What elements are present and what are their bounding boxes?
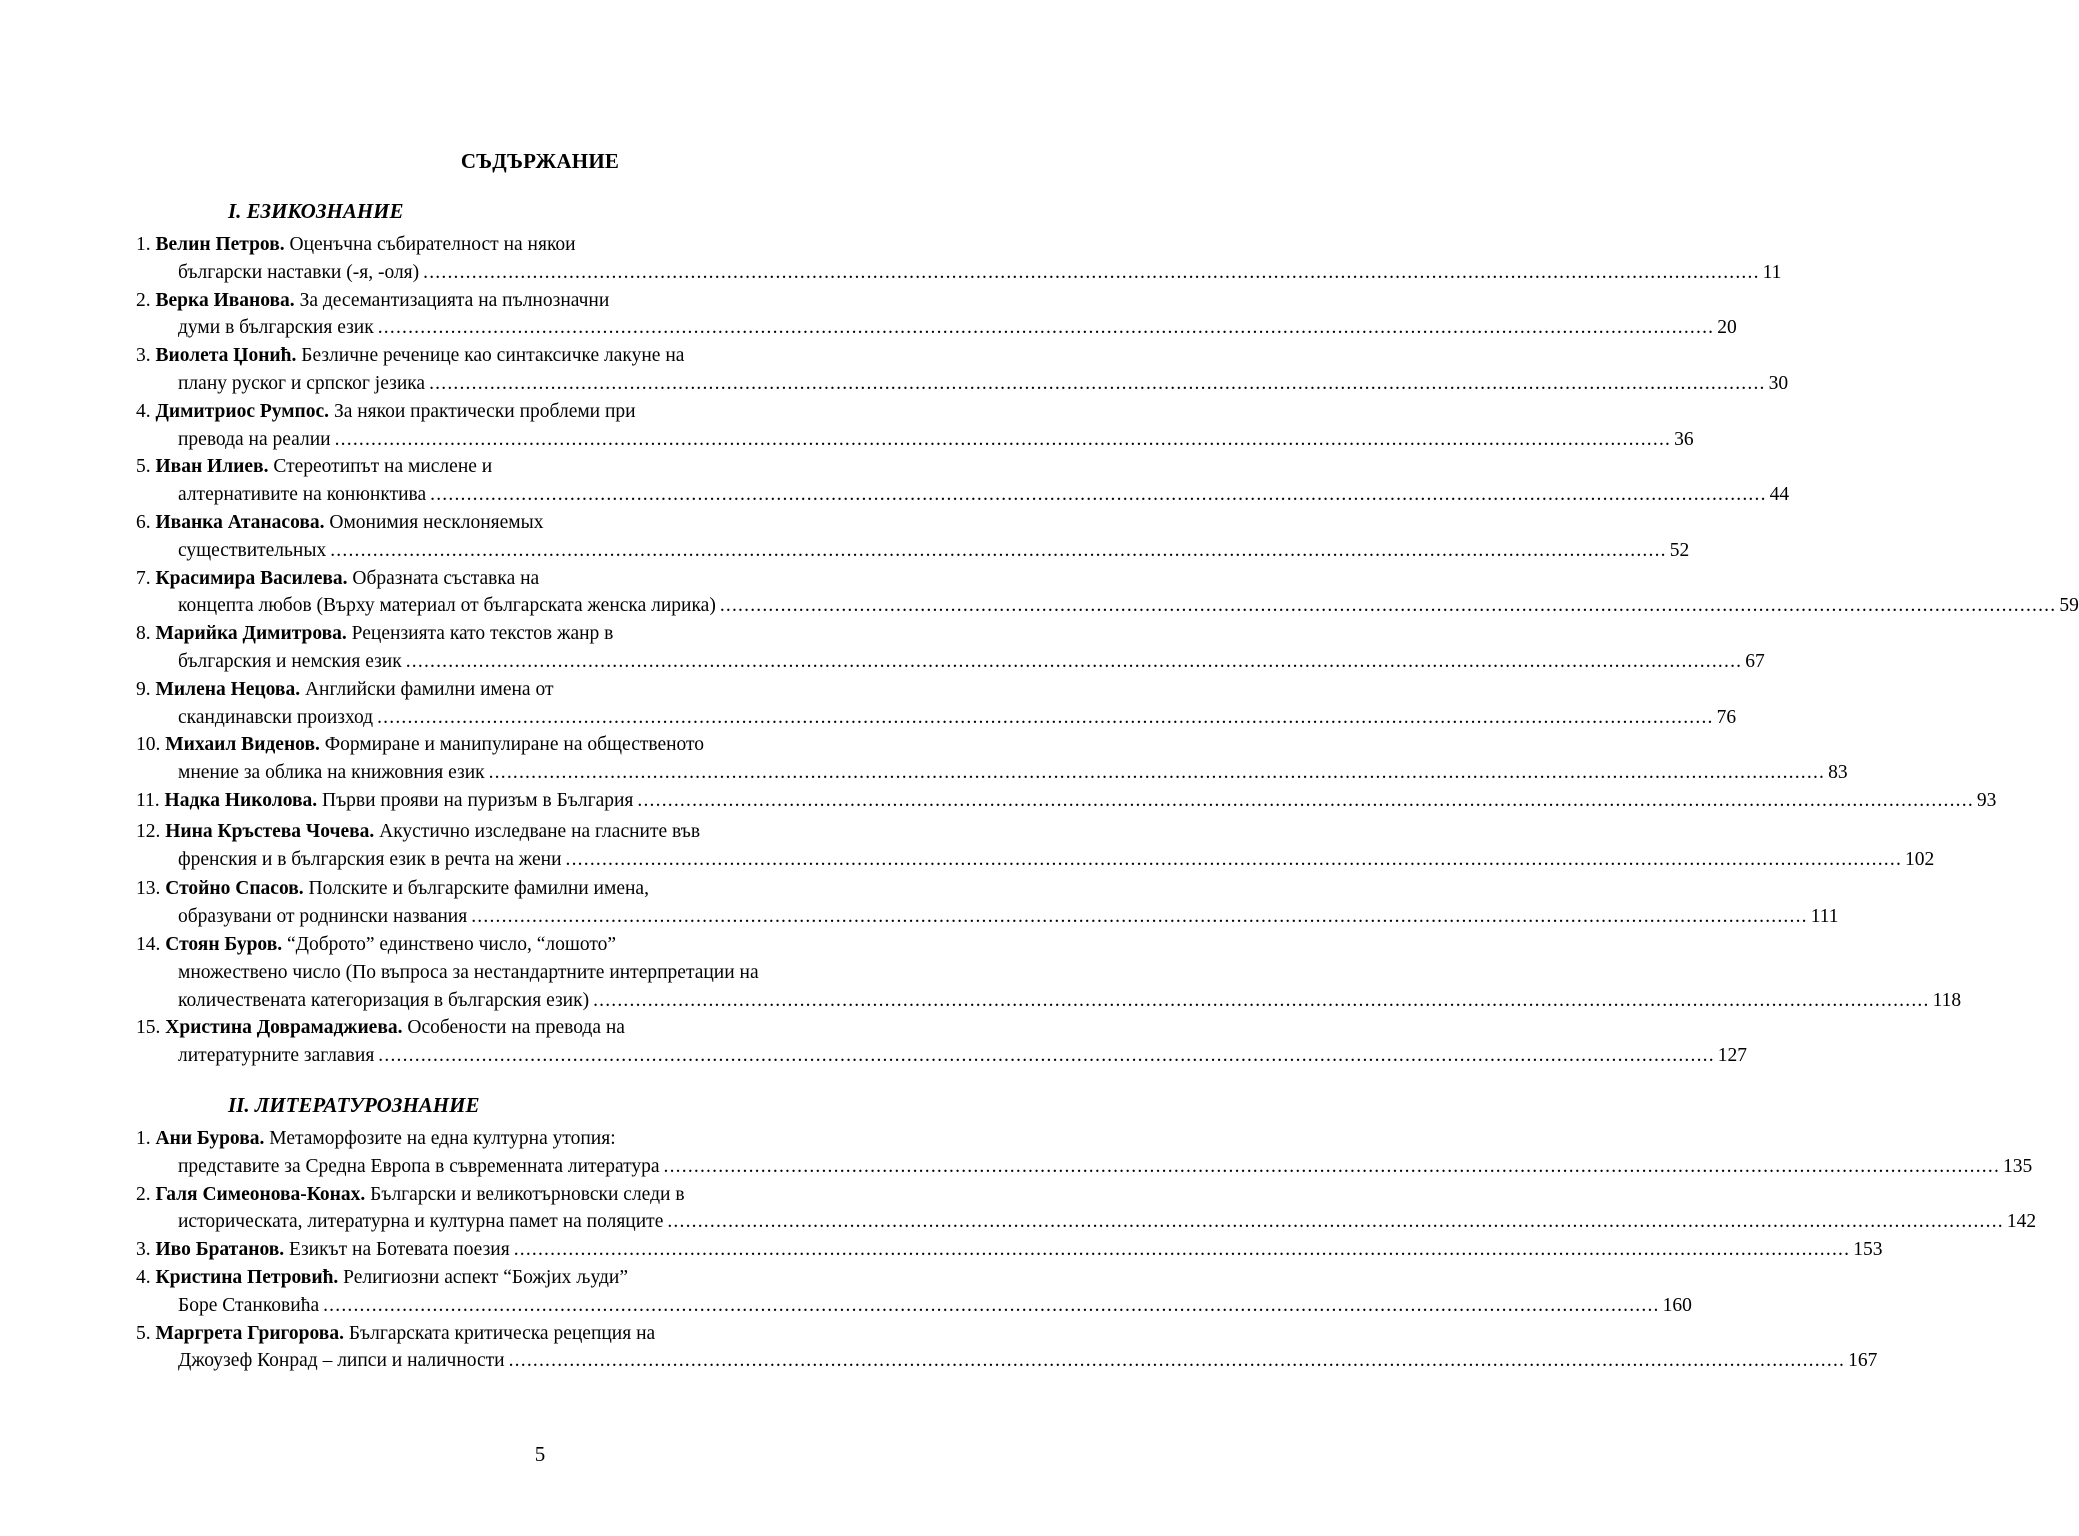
toc-entry-line (136, 509, 962, 537)
entry-number: 5. (136, 1322, 151, 1344)
leader-dots: ............................................................................................................................................................................................................................ (565, 848, 1903, 870)
entry-author: Милена Нецова. (155, 678, 301, 700)
entry-title: Джоузеф Конрад – липси и наличности (178, 1350, 505, 1372)
entry-title: Безличне реченице као синтаксичке лакуне на (301, 345, 685, 367)
leader-dots: ............................................................................................................................................................................................................................ (430, 484, 1767, 506)
toc-entry-line (136, 704, 1737, 732)
toc-entry-line (136, 1292, 1692, 1320)
toc-entry-line (136, 259, 1782, 287)
entry-number: 5. (136, 456, 151, 478)
toc-entry-line (136, 1320, 962, 1348)
leader-dots: ............................................................................................................................................................................................................................ (513, 1239, 1851, 1261)
entry-page-number: 153 (1853, 1239, 1883, 1261)
toc-list-literature (136, 1125, 2037, 1375)
entry-title: Особености на превода на (407, 1017, 625, 1039)
entry-number: 3. (136, 345, 151, 367)
entry-title: литературните заглавия (178, 1045, 375, 1067)
entry-title: “Доброто” единствено число, “лошото” (286, 933, 617, 955)
entry-author: Димитриос Румпос. (155, 400, 330, 422)
leader-dots: ............................................................................................................................................................................................................................ (667, 1211, 2004, 1233)
toc-entry-line (136, 1125, 962, 1153)
toc-entry-line (136, 875, 962, 903)
toc-entry (136, 453, 1790, 509)
entry-title: думи в българския език (178, 317, 374, 339)
toc-entry-line (136, 398, 962, 426)
leader-dots: ............................................................................................................................................................................................................................ (405, 650, 1743, 672)
entry-page-number: 59 (2059, 595, 2079, 617)
entry-page-number: 127 (1717, 1045, 1748, 1067)
toc-entry (136, 1320, 1878, 1376)
toc-entry-line (136, 1181, 962, 1209)
entry-title: концепта любов (Върху материал от българската женска лирика) (178, 595, 716, 617)
entry-title: Акустично изследване на гласните във (379, 820, 701, 842)
entry-title: скандинавски произход (178, 706, 374, 728)
entry-author: Иво Братанов. (155, 1239, 285, 1261)
entry-title: образувани от роднински названия (178, 906, 468, 928)
page-title: СЪДЪРЖАНИЕ (460, 149, 620, 173)
entry-title: Езикът на Ботевата поезия (289, 1239, 510, 1261)
entry-number: 9. (136, 678, 151, 700)
toc-entry-line (136, 592, 2079, 620)
entry-number: 10. (136, 734, 161, 756)
entry-title: Стереотипът на мислене и (273, 456, 493, 478)
toc-entry-line (136, 370, 1789, 398)
entry-number: 6. (136, 511, 151, 533)
toc-entry (136, 398, 1694, 454)
entry-title: существительных (178, 539, 327, 561)
leader-dots: ............................................................................................................................................................................................................................ (429, 372, 1766, 394)
toc-entry-line (136, 1264, 962, 1292)
toc-entry-line (136, 731, 962, 759)
toc-entry (136, 231, 1782, 287)
entry-title: Оценъчна събирателност на някои (289, 234, 576, 255)
leader-dots: ............................................................................................................................................................................................................................ (508, 1350, 1846, 1372)
toc-entry-line (136, 231, 962, 259)
entry-author: Кристина Петровић. (155, 1266, 339, 1288)
entry-page-number: 67 (1745, 650, 1765, 672)
entry-page-number: 135 (2003, 1155, 2033, 1177)
entry-number: 15. (136, 1017, 161, 1039)
entry-number: 2. (136, 289, 151, 311)
toc-entry-line (136, 676, 962, 704)
leader-dots: ............................................................................................................................................................................................................................ (637, 789, 1974, 811)
entry-page-number: 142 (2006, 1211, 2037, 1233)
toc-entry (136, 818, 1935, 874)
entry-title: За десемантизацията на пълнозначни (299, 289, 610, 311)
toc-entry (136, 1125, 2033, 1181)
entry-number: 14. (136, 933, 161, 955)
entry-title: Първи прояви на пуризъм в България (322, 789, 634, 811)
toc-entry (136, 620, 1765, 676)
entry-title: Английски фамилни имена от (304, 678, 554, 700)
entry-author: Виолета Џонић. (155, 345, 297, 367)
entry-number: 3. (136, 1239, 151, 1261)
entry-number: 4. (136, 400, 151, 422)
leader-dots: ............................................................................................................................................................................................................................ (377, 706, 1714, 728)
entry-author: Ани Бурова. (155, 1128, 265, 1149)
toc-entry-line (136, 846, 1935, 874)
entry-page-number: 111 (1810, 906, 1839, 928)
entry-title: историческата, литературна и културна памет на поляците (178, 1211, 664, 1233)
page-number: 5 (534, 1442, 546, 1466)
entry-title: Омонимия несклоняемых (329, 511, 544, 533)
entry-page-number: 118 (1932, 989, 1962, 1011)
entry-number: 8. (136, 623, 151, 645)
entry-author: Надка Николова. (164, 789, 318, 811)
entry-author: Стойно Спасов. (165, 878, 304, 900)
toc-entry (136, 676, 1737, 732)
toc-entry-line (136, 537, 1690, 565)
toc-entry (136, 287, 1737, 343)
section-heading-linguistics: I. ЕЗИКОЗНАНИЕ (228, 199, 404, 223)
entry-number: 2. (136, 1183, 151, 1205)
entry-page-number: 167 (1848, 1350, 1878, 1372)
toc-entry-line (136, 1208, 2037, 1236)
entry-title: плану руског и српског језика (178, 372, 426, 394)
toc-entry (136, 1264, 1692, 1320)
toc-entry (136, 1181, 2037, 1237)
toc-entry-line (136, 1153, 2033, 1181)
entry-author: Михаил Виденов. (165, 734, 320, 756)
toc-entry-line (136, 314, 1737, 342)
toc-entry (136, 787, 1997, 815)
leader-dots: ............................................................................................................................................................................................................................ (334, 428, 1672, 450)
entry-title: Рецензията като текстов жанр в (351, 623, 614, 645)
entry-number: 1. (136, 234, 151, 255)
entry-author: Красимира Василева. (155, 567, 348, 589)
leader-dots: ............................................................................................................................................................................................................................ (378, 1045, 1715, 1067)
entry-author: Верка Иванова. (155, 289, 295, 311)
section-heading-literature: II. ЛИТЕРАТУРОЗНАНИЕ (228, 1093, 480, 1117)
entry-title: представите за Средна Европа в съвременната литература (178, 1155, 660, 1177)
entry-title: мнение за облика на книжовния език (178, 762, 485, 784)
entry-number: 13. (136, 878, 161, 900)
leader-dots: ............................................................................................................................................................................................................................ (423, 261, 1760, 283)
leader-dots: ............................................................................................................................................................................................................................ (593, 989, 1930, 1011)
entry-author: Галя Симеонова-Конах. (155, 1183, 366, 1205)
toc-entry (136, 731, 1848, 787)
entry-page-number: 20 (1717, 317, 1737, 339)
toc-entry-line (136, 903, 1839, 931)
entry-author: Иван Илиев. (155, 456, 269, 478)
entry-page-number: 102 (1905, 848, 1935, 870)
toc-entry (136, 342, 1789, 398)
toc-entry-line (136, 565, 962, 593)
entry-title: За някои практически проблеми при (333, 400, 636, 422)
toc-entry-line (136, 342, 962, 370)
entry-author: Христина Доврамаджиева. (165, 1017, 403, 1039)
entry-title: български наставки (-я, -оля) (178, 261, 420, 283)
toc-list-linguistics (136, 231, 2079, 1070)
toc-entry-line (136, 759, 1848, 787)
leader-dots: ............................................................................................................................................................................................................................ (377, 317, 1715, 339)
toc-entry-line (136, 818, 962, 846)
toc-entry (136, 1236, 1883, 1264)
toc-entry-line (136, 1347, 1878, 1375)
entry-page-number: 52 (1669, 539, 1690, 561)
toc-entry-line (136, 453, 962, 481)
entry-title: множествено число (По въпроса за нестандартните интерпретации на (178, 961, 759, 983)
entry-number: 7. (136, 567, 151, 589)
entry-number: 11. (136, 789, 160, 811)
entry-page-number: 30 (1768, 372, 1789, 394)
leader-dots: ............................................................................................................................................................................................................................ (330, 539, 1667, 561)
entry-title: българския и немския език (178, 650, 402, 672)
entry-title: превода на реалии (178, 428, 331, 450)
entry-author: Иванка Атанасова. (155, 511, 325, 533)
entry-title: Религиозни аспект “Божјих људи” (343, 1266, 629, 1288)
toc-entry-line (136, 1236, 1883, 1264)
entry-title: Формиране и манипулиране на общественото (324, 734, 705, 756)
toc-entry-line (136, 426, 1694, 454)
entry-title: Образната съставка на (352, 567, 540, 589)
toc-entry-line (136, 1042, 1748, 1070)
toc-entry-line (136, 1014, 962, 1042)
toc-entry-line (136, 787, 1997, 815)
toc-entry-line (136, 987, 1962, 1015)
entry-author: Маргрета Григорова. (155, 1322, 344, 1344)
toc-entry (136, 565, 2079, 621)
entry-title: количествената категоризация в българския език) (178, 989, 590, 1011)
entry-page-number: 44 (1769, 484, 1790, 506)
entry-title: френския и в българския език в речта на жени (178, 848, 562, 870)
toc-entry-line (136, 959, 962, 987)
entry-author: Марийка Димитрова. (155, 623, 347, 645)
toc-entry-line (136, 931, 962, 959)
entry-page-number: 83 (1828, 762, 1848, 784)
entry-title: алтернативите на конюнктива (178, 484, 427, 506)
entry-page-number: 76 (1716, 706, 1737, 728)
entry-page-number: 93 (1976, 789, 1997, 811)
leader-dots: ............................................................................................................................................................................................................................ (488, 762, 1826, 784)
entry-page-number: 11 (1762, 261, 1782, 283)
entry-title: Метаморфозите на една културна утопия: (269, 1128, 616, 1149)
entry-number: 4. (136, 1266, 151, 1288)
entry-title: Полските и българските фамилни имена, (308, 878, 649, 900)
entry-number: 12. (136, 820, 161, 842)
entry-page-number: 36 (1674, 428, 1694, 450)
entry-page-number: 160 (1662, 1294, 1692, 1316)
toc-entry-line (136, 287, 962, 315)
leader-dots: ............................................................................................................................................................................................................................ (323, 1294, 1660, 1316)
leader-dots: ............................................................................................................................................................................................................................ (719, 595, 2057, 617)
toc-entry (136, 875, 1839, 931)
toc-entry-line (136, 620, 962, 648)
entry-title: Боре Станковића (178, 1294, 320, 1316)
toc-entry (136, 509, 1690, 565)
entry-author: Велин Петров. (155, 234, 285, 255)
entry-author: Стоян Буров. (165, 933, 283, 955)
entry-author: Нина Кръстева Чочева. (165, 820, 375, 842)
toc-entry (136, 1014, 1748, 1070)
leader-dots: ............................................................................................................................................................................................................................ (663, 1155, 2001, 1177)
entry-number: 1. (136, 1128, 151, 1149)
toc-entry-line (136, 481, 1790, 509)
entry-title: Български и великотърновски следи в (370, 1183, 685, 1205)
toc-entry-line (136, 648, 1765, 676)
toc-entry (136, 931, 1962, 1014)
entry-title: Българската критическа рецепция на (348, 1322, 656, 1344)
leader-dots: ............................................................................................................................................................................................................................ (471, 906, 1808, 928)
